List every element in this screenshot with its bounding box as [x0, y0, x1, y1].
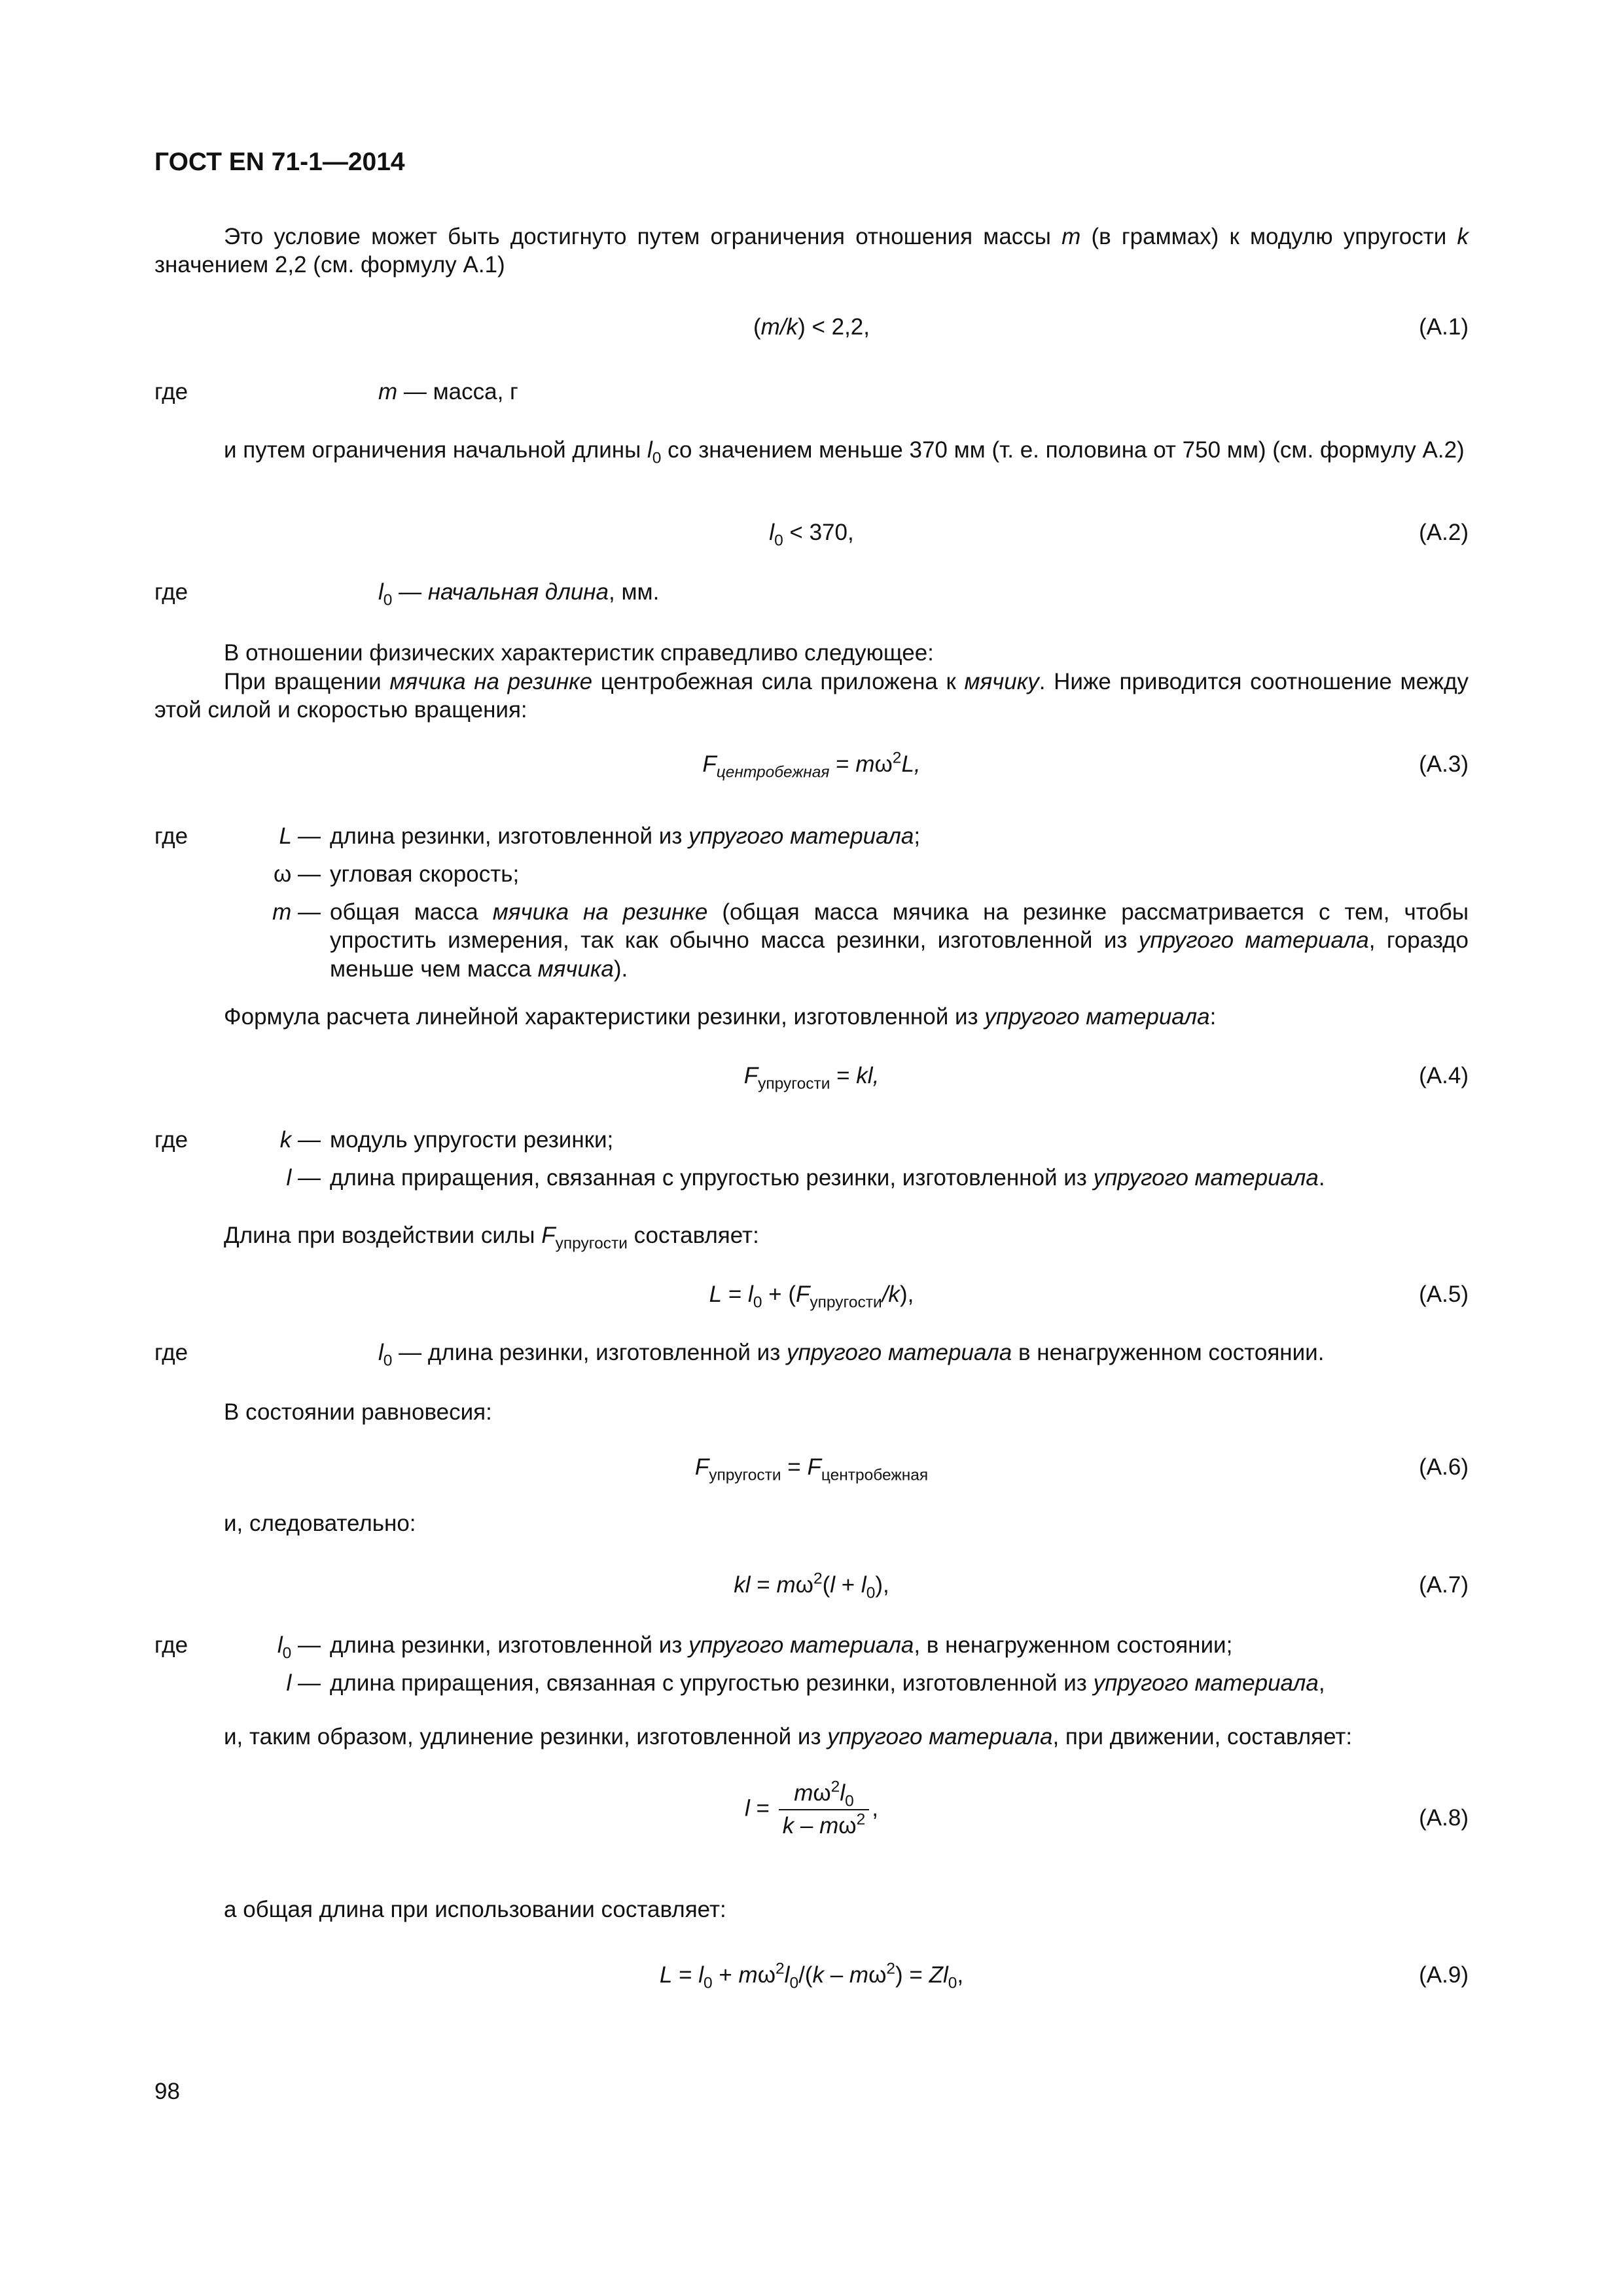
equation-number: (А.8)	[1419, 1805, 1469, 1831]
paragraph: и, таким образом, удлинение резинки, изготовленной из упругого материала, при движении, составляет:	[224, 1724, 1353, 1749]
equation-number: (А.6)	[1419, 1454, 1469, 1480]
equation-number: (А.4)	[1419, 1063, 1469, 1088]
equation-number: (А.7)	[1419, 1572, 1469, 1598]
equation-a3: $F_{центробежная} = m\omega^2L$, (А.3)	[702, 749, 1469, 781]
where-list	[154, 1126, 1469, 1202]
where-item: ω — угловая скорость;	[273, 861, 520, 887]
paragraph: При вращении мячика на резинке центробежная сила приложена к мячику. Ниже приводится соотношение между этой силой и скоростью вращения:	[154, 669, 1469, 723]
fraction: $\frac{m\omega^2l_0}{k - m\omega^2}$	[779, 1780, 870, 1839]
equation-a8: l = $\frac{m\omega^2l_0}{k - m\omega^2}$ , (А.8)	[745, 1778, 1469, 1839]
equation-number: (А.2)	[1419, 520, 1469, 545]
where-item: где k — модуль упругости резинки;	[154, 1127, 614, 1153]
where-item: где L — длина резинки, изготовленной из упругого материала;	[154, 823, 921, 849]
paragraph: и путем ограничения начальной длины $l_0$ со значением меньше 370 мм (т. е. половина от 750 мм) (см. формулу А.2)	[224, 437, 1465, 467]
equation-a2: $l_0 < 370$, (А.2)	[769, 520, 1469, 550]
where-clause: где $l_0$ — начальная длина, мм.	[154, 579, 660, 609]
page-number: 98	[154, 2079, 180, 2104]
equation-a7: kl = $m\omega^2(l + l_0)$, (А.7)	[734, 1570, 1469, 1602]
equation-a6: $F_{упругости} = F_{центробежная}$ (А.6)	[694, 1454, 1469, 1484]
where-list	[154, 1631, 1469, 1707]
paragraph: Длина при воздействии силы $F_{упругости}$ составляет:	[224, 1223, 759, 1253]
equation-a9: $L = l_0 + m\omega^2l_0/(k - m\omega^2) = Zl_0$, (А.9)	[659, 1960, 1469, 1992]
equation-a5: $L = l_0 + (F_{упругости}/k)$, (А.5)	[709, 1282, 1469, 1312]
paragraph: Это условие может быть достигнуто путем ограничения отношения массы m (в граммах) к модулю упругости k значением 2,2 (см. формулу А.1)	[154, 224, 1469, 278]
equation-number: (А.1)	[1419, 314, 1469, 340]
document-header: ГОСТ EN 71-1—2014	[154, 148, 405, 176]
where-clause: где m — масса, г	[154, 379, 518, 404]
paragraph: Формула расчета линейной характеристики резинки, изготовленной из упругого материала:	[224, 1004, 1217, 1030]
where-item: где $l_0$ — длина резинки, изготовленной из упругого материала, в ненагруженном состоянии;	[154, 1632, 1233, 1662]
equation-a4: $F_{упругости}$ = kl, (А.4)	[743, 1063, 1469, 1093]
paragraph: а общая длина при использовании составляет:	[224, 1897, 726, 1922]
where-item: l — длина приращения, связанная с упругостью резинки, изготовленной из упругого материала,	[286, 1670, 1325, 1696]
equation-number: (А.3)	[1419, 751, 1469, 777]
equation-number: (А.9)	[1419, 1962, 1469, 1988]
equation-a1: (m/k) < 2,2, (А.1)	[753, 314, 1469, 340]
where-clause: где $l_0$ — длина резинки, изготовленной из упругого материала в ненагруженном состоянии.	[154, 1340, 1325, 1370]
where-list	[154, 822, 1469, 992]
where-item: l — длина приращения, связанная с упругостью резинки, изготовленной из упругого материала.	[286, 1165, 1325, 1191]
paragraph: и, следовательно:	[224, 1511, 416, 1536]
where-item: m — общая масса мячика на резинке (общая масса мячика на резинке рассматривается с тем, чтобы упростить измерения, так как обычно масса резинки, изготовленной из упругого материала, гораздо меньше чем масса мячика).	[272, 899, 1469, 982]
equation-number: (А.5)	[1419, 1282, 1469, 1307]
paragraph: В отношении физических характеристик справедливо следующее:	[224, 640, 934, 666]
paragraph: В состоянии равновесия:	[224, 1399, 492, 1425]
